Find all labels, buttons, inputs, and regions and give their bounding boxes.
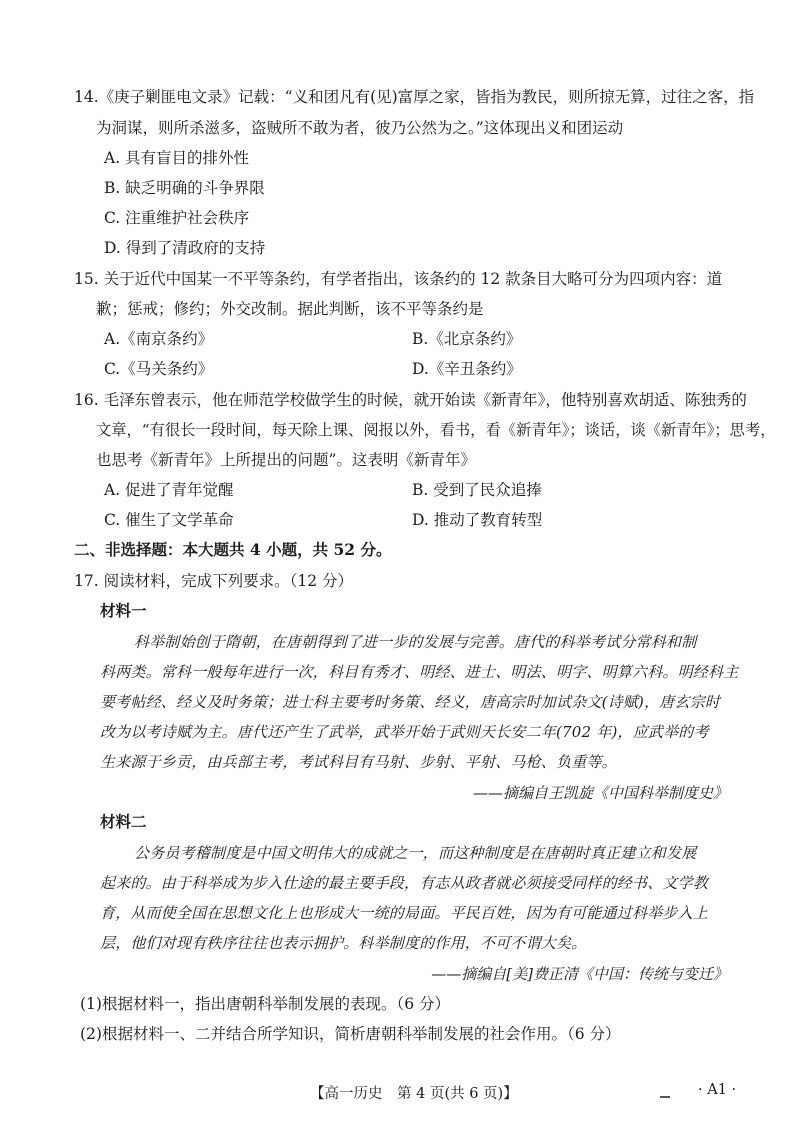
q14-option-c: C. 注重维护社会秩序 (104, 209, 250, 227)
material1-line5: 生来源于乡贡，由兵部主考，考试科目有马射、步射、平射、马枪、负重等。 (100, 753, 617, 771)
material1-line2: 科两类。常科一般每年进行一次，科目有秀才、明经、进士、明法、明字、明算六科。明经科主 (100, 663, 739, 681)
footer-mark (660, 1096, 670, 1098)
q15-option-a: A.《南京条约》 (104, 330, 214, 348)
q14-option-d: D. 得到了清政府的支持 (104, 239, 266, 257)
paper-code: · A1 · (698, 1082, 737, 1098)
material2-label: 材料二 (100, 813, 147, 831)
q16-stem-line2: 文章，“有很长一段时间，每天除上课、阅报以外，看书，看《新青年》；谈话，谈《新青年》；思考， (96, 421, 776, 439)
q14-option-a: A. 具有盲目的排外性 (104, 149, 250, 167)
q16-option-d: D. 推动了教育转型 (412, 511, 543, 529)
q15-option-c: C.《马关条约》 (104, 360, 214, 378)
material2-line1: 公务员考稽制度是中国文明伟大的成就之一，而这种制度是在唐朝时真正建立和发展 (134, 844, 697, 862)
q16-option-a: A. 促进了青年觉醒 (104, 481, 234, 499)
q15-stem-line1: 15. 关于近代中国某一不平等条约，有学者指出，该条约的 12 款条目大略可分为四项内容：道 (74, 270, 723, 288)
q16-stem-line3: 也思考《新青年》上所提出的问题”。这表明《新青年》 (96, 451, 476, 469)
material2-line4: 层，他们对现有秩序往往也表示拥护。科举制度的作用，不可不谓大矣。 (100, 934, 587, 952)
material1-source: ——摘编自王凯旋《中国科举制度史》 (472, 784, 728, 802)
material2-line3: 育，从而使全国在思想文化上也形成大一统的局面。平民百姓，因为有可能通过科举步入上 (100, 904, 709, 922)
page-footer: 【高一历史 第 4 页(共 6 页)】 (310, 1086, 518, 1102)
q17-title: 17. 阅读材料，完成下列要求。（12 分） (74, 572, 353, 590)
q17-sub2: (2)根据材料一、二并结合所学知识，简析唐朝科举制发展的社会作用。（6 分） (80, 1025, 621, 1043)
material1-line4: 改为以考诗赋为主。唐代还产生了武举，武举开始于武则天长安二年(702 年)，应武举的考 (100, 723, 709, 741)
q16-stem-line1: 16. 毛泽东曾表示，他在师范学校做学生的时候，就开始读《新青年》，他特别喜欢胡适、陈独秀的 (74, 391, 747, 409)
material1-line3: 要考帖经、经义及时务策；进士科主要考时务策、经义，唐高宗时加试杂文(诗赋)，唐玄宗时 (100, 693, 721, 711)
material1-label: 材料一 (100, 602, 147, 620)
q16-option-c: C. 催生了文学革命 (104, 511, 234, 529)
q14-option-b: B. 缺乏明确的斗争界限 (104, 179, 265, 197)
section-heading: 二、非选择题：本大题共 4 小题，共 52 分。 (74, 540, 392, 559)
material1-line1: 科举制始创于隋朝，在唐朝得到了进一步的发展与完善。唐代的科举考试分常科和制 (134, 633, 697, 651)
q15-option-b: B.《北京条约》 (412, 330, 522, 348)
q14-stem-line2: 为洞谋，则所杀滋多，盗贼所不敢为者，彼乃公然为之。”这体现出义和团运动 (96, 119, 624, 137)
q14-stem-line1: 14.《庚子剿匪电文录》记载：“义和团凡有(见)富厚之家，皆指为教民，则所掠无算，过往之客，指 (74, 88, 755, 106)
q15-stem-line2: 歉；惩戒；修约；外交改制。据此判断，该不平等条约是 (96, 300, 484, 318)
q17-sub1: (1)根据材料一，指出唐朝科举制发展的表现。（6 分） (80, 995, 450, 1013)
material2-line2: 起来的。由于科举成为步入仕途的最主要手段，有志从政者就必须接受同样的经书、文学教 (100, 874, 709, 892)
material2-source: ——摘编自[美]费正清《中国：传统与变迁》 (431, 965, 728, 983)
q15-option-d: D.《辛丑条约》 (412, 360, 522, 378)
q16-option-b: B. 受到了民众追捧 (412, 481, 542, 499)
